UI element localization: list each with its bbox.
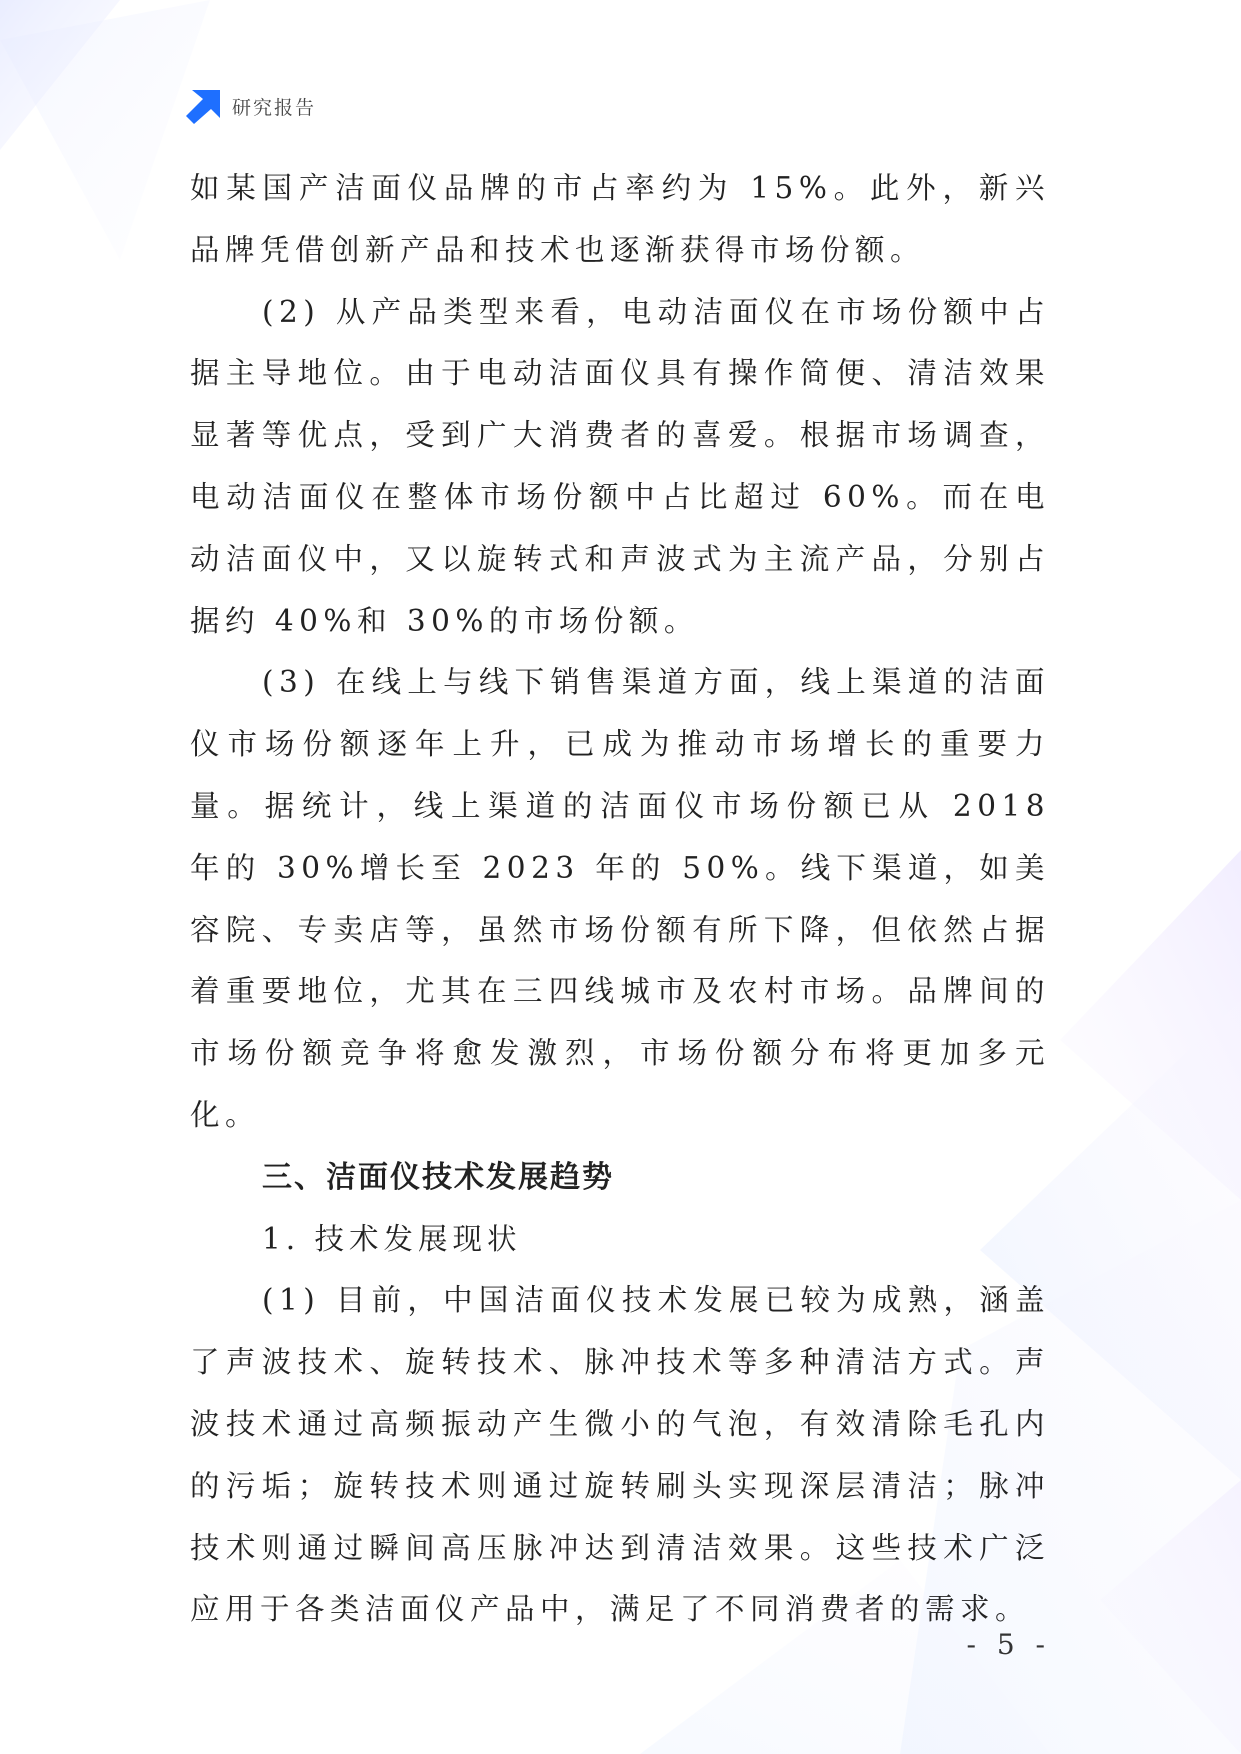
paragraph-continued: 如某国产洁面仪品牌的市占率约为 15%。此外，新兴品牌凭借创新产品和技术也逐渐获得市场份额。 [190,171,1050,267]
paragraph-tech-status: (1) 目前，中国洁面仪技术发展已较为成熟，涵盖了声波技术、旋转技术、脉冲技术等多种清洁方式。声波技术通过高频振动产生微小的气泡，有效清除毛孔内的污垢；旋转技术则通过旋转刷头实现深层清洁；脉冲技术则通过瞬间高压脉冲达到清洁效果。这些技术广泛应用于各类洁面仪产品中，满足了不同消费者的需求。 [190,1283,1050,1627]
subsection-heading: 1. 技术发展现状 [262,1221,522,1256]
paragraph-sales-channels: (3) 在线上与线下销售渠道方面，线上渠道的洁面仪市场份额逐年上升，已成为推动市场增长的重要力量。据统计，线上渠道的洁面仪市场份额已从 2018 年的 30%增长至 2023 年的 50%。线下渠道，如美容院、专卖店等，虽然市场份额有所下降，但依然占据着重要地位，尤其在三四线城市及农村市场。品牌间的市场份额竞争将愈发激烈，市场份额分布将更加多元化。 [190,665,1050,1132]
report-header [186,88,316,124]
document-body [190,158,1050,1641]
page-number: - 5 - [966,1628,1051,1661]
paragraph-product-type: (2) 从产品类型来看，电动洁面仪在市场份额中占据主导地位。由于电动洁面仪具有操作简便、清洁效果显著等优点，受到广大消费者的喜爱。根据市场调查，电动洁面仪在整体市场份额中占比超过 60%。而在电动洁面仪中，又以旋转式和声波式为主流产品，分别占据约 40%和 30%的市场份额。 [190,294,1050,638]
header-title: 研究报告 [232,96,317,119]
arrow-up-right-icon [186,88,222,124]
section-heading: 三、洁面仪技术发展趋势 [262,1159,614,1195]
